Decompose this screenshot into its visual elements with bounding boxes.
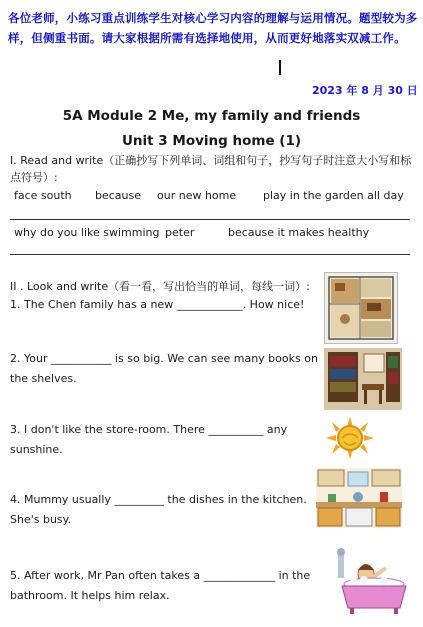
- floor-plan-image: [324, 272, 398, 344]
- module-title: 5A Module 2 Me, my family and friends: [62, 108, 361, 124]
- copy-phrase: play in the garden all day: [263, 189, 404, 202]
- bath-image: [334, 548, 410, 618]
- copy-phrase: our new home: [157, 189, 237, 202]
- section2-instruction: II . Look and write（看一看，写出恰当的单词，每线一词）:: [10, 280, 310, 293]
- copy-sentence: why do you like swimming: [14, 226, 160, 239]
- writing-line: [10, 219, 410, 220]
- copy-word: because: [95, 189, 142, 202]
- unit-title: Unit 3 Moving home (1): [121, 133, 302, 149]
- teacher-notice: 各位老师，小练习重点训练学生对核心学习内容的理解与运用情况。题型较为多样，但侧重书面。请大家根据所需有选择地使用，从而更好地落实双减工作。: [8, 11, 418, 45]
- question-5: 5. After work, Mr Pan often takes a _____________ in the bathroom. It helps him relax.: [10, 569, 311, 602]
- kitchen-image: [316, 468, 402, 528]
- question-1: 1. The Chen family has a new ____________. How nice!: [10, 298, 305, 311]
- copy-word: peter: [165, 226, 195, 239]
- question-4: 4. Mummy usually _________ the dishes in the kitchen. She's busy.: [10, 493, 307, 526]
- writing-line: [10, 254, 410, 255]
- date: 2023 年 8 月 30 日: [312, 84, 418, 97]
- question-2: 2. Your ___________ is so big. We can see many books on the shelves.: [10, 352, 318, 385]
- section1-instruction: Ⅰ. Read and write（正确抄写下列单词、词组和句子，抄写句子时注意大小写和标点符号）:: [10, 154, 412, 184]
- question-3: 3. I don't like the store-room. There __________ any sunshine.: [10, 423, 288, 456]
- study-room-image: [324, 348, 402, 410]
- text-cursor: [279, 60, 281, 75]
- copy-sentence: because it makes healthy: [228, 226, 370, 239]
- copy-word: face south: [14, 189, 72, 202]
- sun-image: [322, 415, 378, 461]
